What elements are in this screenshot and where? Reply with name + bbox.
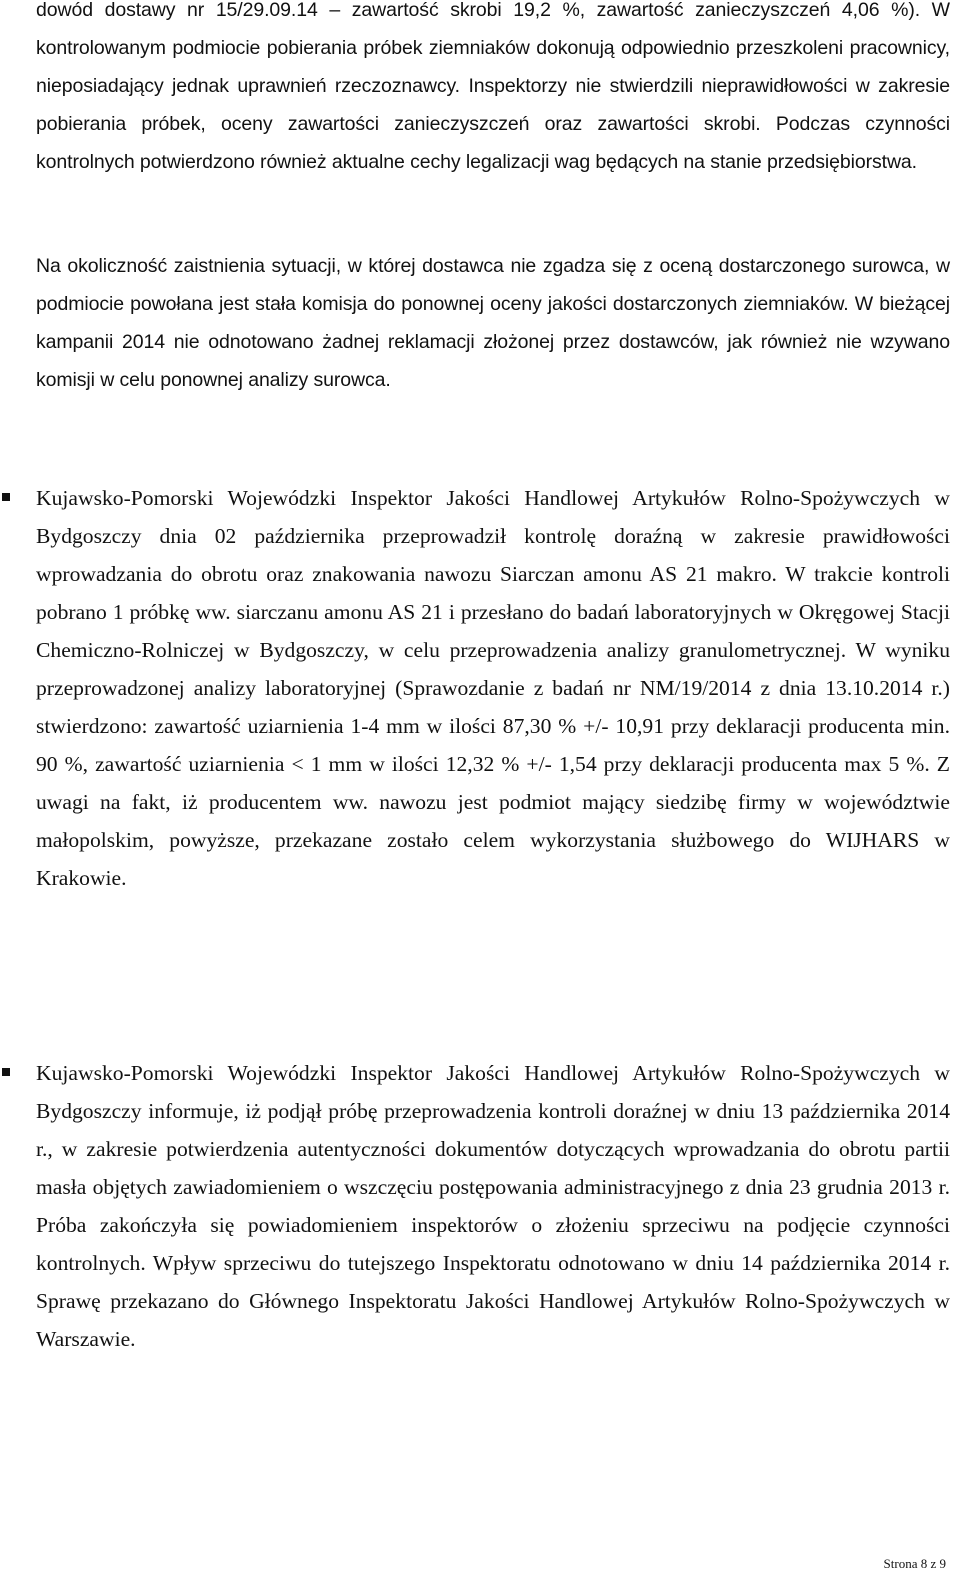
bullet-butter-inspection: Kujawsko-Pomorski Wojewódzki Inspektor Jakości Handlowej Artykułów Rolno-Spożywczych w Bydgoszczy informuje, iż podjął próbę przeprowadzenia kontroli doraźnej w dniu 13 października 2014 r., w zakresie potwierdzenia autentyczności dokumentów dotyczących wprowadzania do obrotu partii masła objętych zawiadomieniem o wszczęciu postępowania administracyjnego z dnia 23 grudnia 2013 r. Próba zakończyła się powiadomieniem inspektorów o złożeniu sprzeciwu na podjęcie czynności kontrolnych. Wpływ sprzeciwu do tutejszego Inspektoratu odnotowano w dniu 14 października 2014 r. Sprawę przekazano do Głównego Inspektoratu Jakości Handlowej Artykułów Rolno-Spożywczych w Warszawie. [36,1061,950,1351]
square-bullet-icon [2,493,10,501]
paragraph-sampling-findings: dowód dostawy nr 15/29.09.14 – zawartość skrobi 19,2 %, zawartość zanieczyszczeń 4,06 %). W kontrolowanym podmiocie pobierania próbek ziemniaków dokonują odpowiednio przeszkoleni pracownicy, nieposiadający jednak uprawnień rzeczoznawcy. Inspektorzy nie stwierdzili nieprawidłowości w zakresie pobierania próbek, oceny zawartości zanieczyszczeń oraz zawartości skrobi. Podczas czynności kontrolnych potwierdzono również aktualne cechy legalizacji wag będących na stanie przedsiębiorstwa. [36,0,950,173]
paragraph-complaint-commission: Na okoliczność zaistnienia sytuacji, w której dostawca nie zgadza się z oceną dostarczonego surowca, w podmiocie powołana jest stała komisja do ponownej oceny jakości dostarczonych ziemniaków. W bieżącej kampanii 2014 nie odnotowano żadnej reklamacji złożonej przez dostawców, jak również nie wzywano komisji w celu ponownej analizy surowca. [36,255,950,391]
square-bullet-icon [2,1068,10,1076]
page-number: Strona 8 z 9 [883,1556,946,1571]
bullet-fertilizer-inspection: Kujawsko-Pomorski Wojewódzki Inspektor Jakości Handlowej Artykułów Rolno-Spożywczych w Bydgoszczy dnia 02 października przeprowadził kontrolę doraźną w zakresie prawidłowości wprowadzania do obrotu oraz znakowania nawozu Siarczan amonu AS 21 makro. W trakcie kontroli pobrano 1 próbkę ww. siarczanu amonu AS 21 i przesłano do badań laboratoryjnych w Okręgowej Stacji Chemiczno-Rolniczej w Bydgoszczy, w celu przeprowadzenia analizy granulometrycznej. W wyniku przeprowadzonej analizy laboratoryjnej (Sprawozdanie z badań nr NM/19/2014 z dnia 13.10.2014 r.) stwierdzono: zawartość uziarnienia 1-4 mm w ilości 87,30 % +/- 10,91 przy deklaracji producenta min. 90 %, zawartość uziarnienia < 1 mm w ilości 12,32 % +/- 1,54 przy deklaracji producenta max 5 %. Z uwagi na fakt, iż producentem ww. nawozu jest podmiot mający siedzibę firmy w województwie małopolskim, powyższe, przekazane zostało celem wykorzystania służbowego do WIJHARS w Krakowie. [36,486,950,890]
